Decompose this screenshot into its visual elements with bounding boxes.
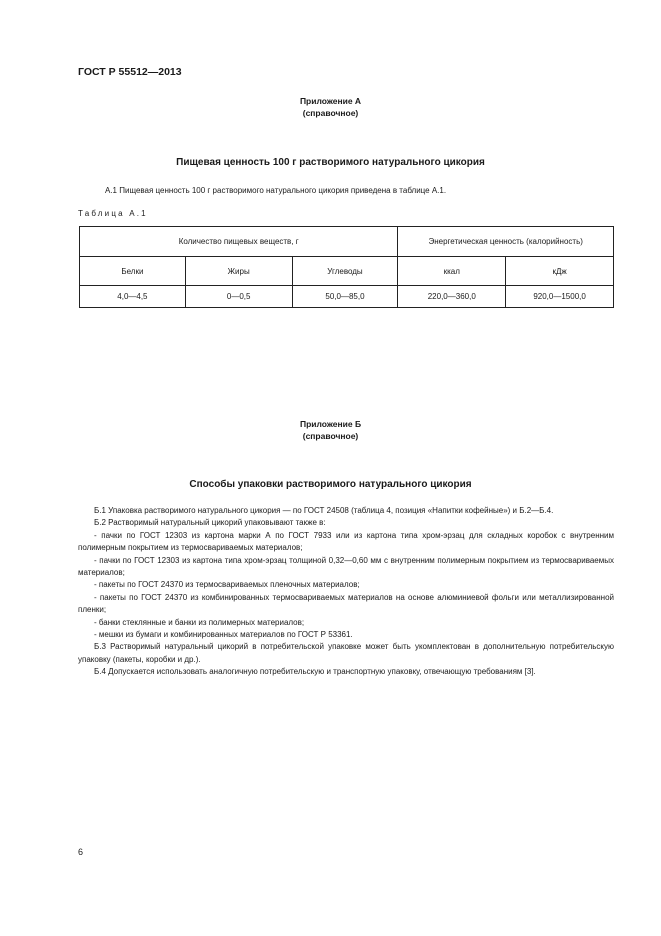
appendix-a-paragraph: А.1 Пищевая ценность 100 г растворимого натурального цикория приведена в таблице А.1. <box>105 186 447 195</box>
table-cell: 220,0—360,0 <box>398 286 506 308</box>
table-caption: Таблица А.1 <box>78 209 148 218</box>
appendix-b-title: Способы упаковки растворимого натурального цикория <box>189 479 472 490</box>
header-energy: Энергетическая ценность (калорийность) <box>398 227 614 257</box>
column-header: кДж <box>506 257 614 286</box>
table-cell: 0—0,5 <box>185 286 292 308</box>
list-item: - мешки из бумаги и комбинированных материалов по ГОСТ Р 53361. <box>94 630 353 640</box>
appendix-a-title: Пищевая ценность 100 г растворимого натурального цикория <box>176 157 485 168</box>
table-row <box>80 286 614 308</box>
standard-designation: ГОСТ Р 55512—2013 <box>78 66 182 78</box>
appendix-b-body <box>78 505 614 679</box>
table-cell: 920,0—1500,0 <box>506 286 614 308</box>
header-nutrients: Количество пищевых веществ, г <box>80 227 398 257</box>
list-item: - банки стеклянные и банки из полимерных материалов; <box>94 617 305 627</box>
body-paragraph: Б.1 Упаковка растворимого натурального цикория — по ГОСТ 24508 (таблица 4, позиция «Напитки кофейные») и Б.2—Б.4. <box>94 506 554 515</box>
page-number: 6 <box>78 847 84 857</box>
appendix-b-note: (справочное) <box>302 431 359 441</box>
appendix-b-label: Приложение Б <box>299 419 362 429</box>
column-header: Углеводы <box>292 257 398 286</box>
list-item: - пакеты по ГОСТ 24370 из комбинированных термосвариваемых материалов на основе алюминиевой фольги или металлизированной пленки; <box>78 592 614 615</box>
appendix-a-label: Приложение А <box>299 96 362 106</box>
body-paragraph: Б.4 Допускается использовать аналогичную потребительскую и транспортную упаковку, отвечающую требованиям [3]. <box>94 667 536 677</box>
list-item: - пачки по ГОСТ 12303 из картона типа хром-эрзац толщиной 0,32—0,60 мм с внутренним полимерным покрытием из термосвариваемых материалов; <box>78 555 614 578</box>
table-subheader-row <box>80 257 614 286</box>
column-header: Белки <box>80 257 186 286</box>
list-item: - пакеты по ГОСТ 24370 из термосвариваемых пленочных материалов; <box>94 580 360 590</box>
body-paragraph: Б.2 Растворимый натуральный цикорий упаковывают также в: <box>94 518 326 528</box>
table-header-row <box>80 227 614 257</box>
table-cell: 4,0—4,5 <box>80 286 186 308</box>
table-cell: 50,0—85,0 <box>292 286 398 308</box>
list-item: - пачки по ГОСТ 12303 из картона марки А по ГОСТ 7933 или из картона типа хром-эрзац для складных коробок с внутренним полимерным покрытием из термосвариваемых материалов; <box>78 530 614 553</box>
column-header: Жиры <box>185 257 292 286</box>
body-paragraph: Б.3 Растворимый натуральный цикорий в потребительской упаковке может быть укомплектован в дополнительную потребительскую упаковку (пакеты, коробки и др.). <box>78 642 614 664</box>
appendix-a-note: (справочное) <box>302 108 359 118</box>
nutrition-table <box>79 226 614 308</box>
column-header: ккал <box>398 257 506 286</box>
